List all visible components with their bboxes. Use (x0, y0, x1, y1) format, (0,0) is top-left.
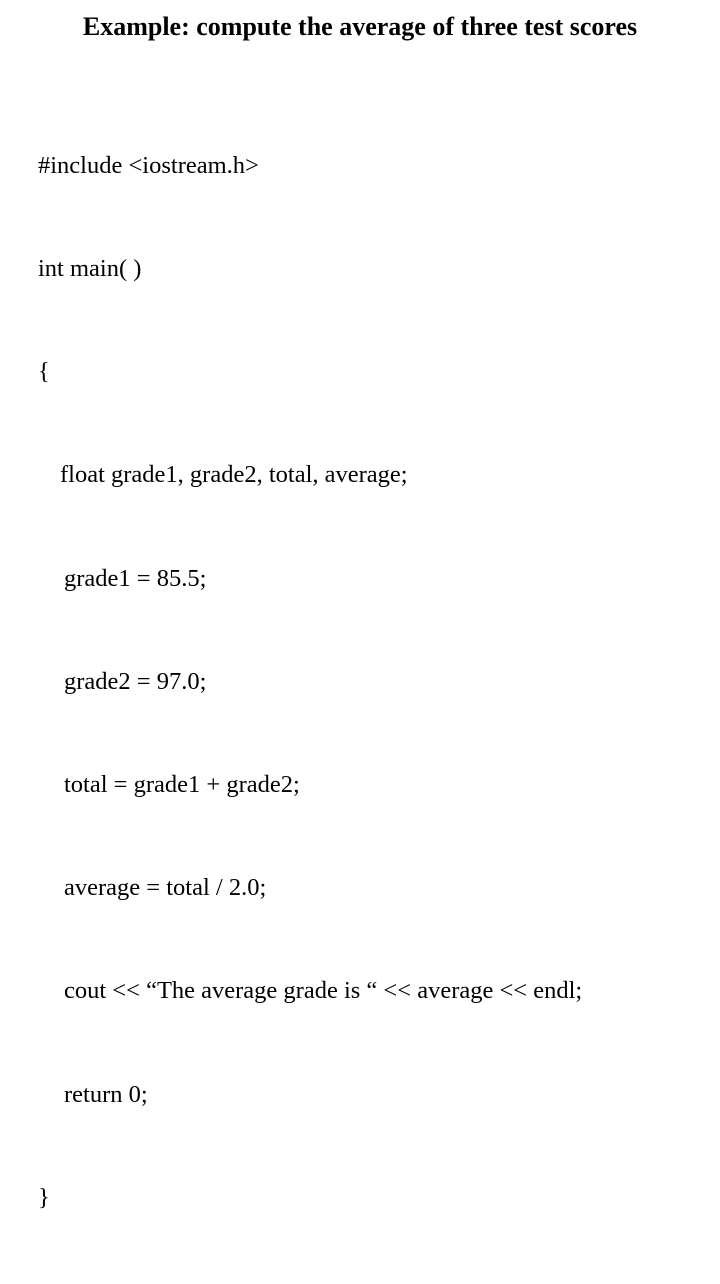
code-line-grade1-assign: grade1 = 85.5; (64, 564, 207, 592)
code-line-open-brace: { (38, 358, 50, 386)
code-line-average-assign: average = total / 2.0; (64, 874, 267, 902)
code-line-cout: cout << “The average grade is “ << average << endl; (64, 977, 583, 1005)
slide-title: Example: compute the average of three test scores (82, 12, 638, 41)
code-line-grade2-assign: grade2 = 97.0; (64, 667, 207, 695)
code-line-close-brace: } (38, 1183, 50, 1211)
code-line-main-signature: int main( ) (38, 255, 142, 283)
code-line-declaration: float grade1, grade2, total, average; (60, 461, 408, 489)
code-line-total-assign: total = grade1 + grade2; (64, 771, 300, 799)
code-block (38, 80, 582, 1284)
code-line-include: #include <iostream.h> (38, 151, 259, 179)
code-line-return: return 0; (64, 1080, 148, 1108)
